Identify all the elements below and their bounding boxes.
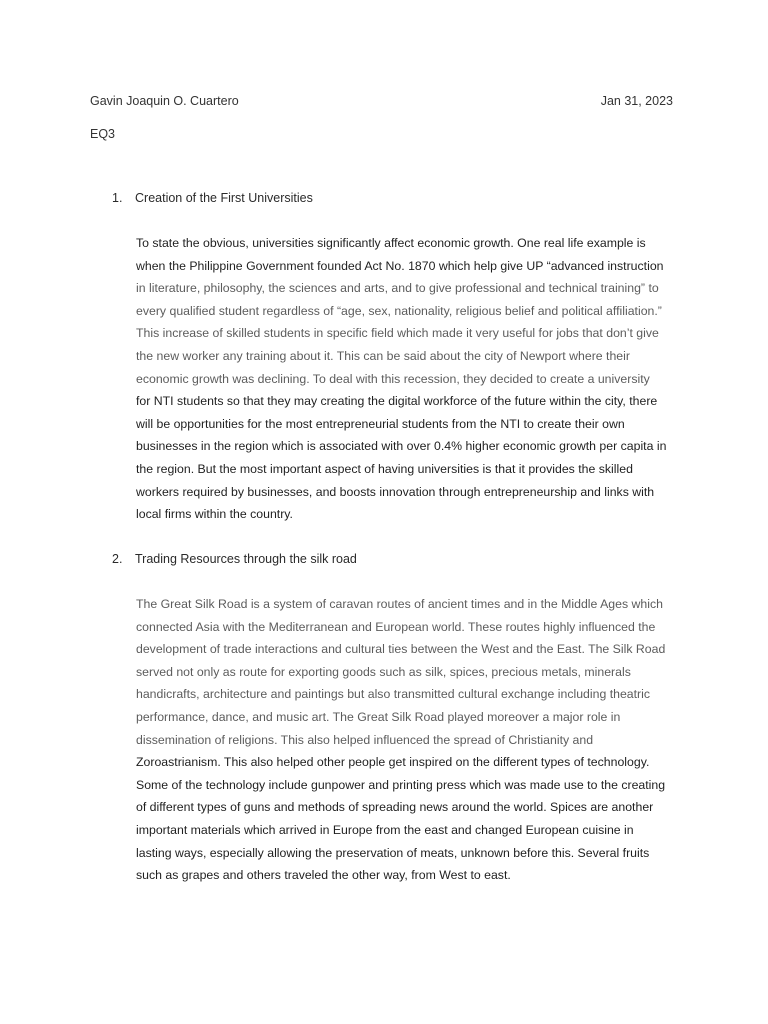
paragraph-line: Some of the technology include gunpower and printing press which was made use to the creating: [136, 777, 666, 792]
document-header: [90, 92, 673, 110]
paragraph-line: for NTI students so that they may creating the digital workforce of the future within the city, there: [136, 394, 658, 409]
paragraph-line: To state the obvious, universities significantly affect economic growth. One real life example is: [136, 236, 646, 250]
paragraph-line: local firms within the country.: [136, 507, 293, 522]
paragraph-line: workers required by businesses, and boosts innovation through entrepreneurship and links with: [136, 484, 655, 499]
section-number: 2.: [112, 552, 123, 566]
section-number: 1.: [112, 191, 123, 205]
paragraph-line: lasting ways, especially allowing the preservation of meats, unknown before this. Several fruits: [136, 845, 650, 860]
section-heading-2: [112, 550, 357, 568]
section-heading-1: [112, 189, 313, 207]
section-title: Trading Resources through the silk road: [135, 552, 357, 566]
paragraph-line: handicrafts, architecture and paintings but also transmitted cultural exchange including theatric: [136, 687, 651, 702]
paragraph-line: Zoroastrianism. This also helped other people get inspired on the different types of technology.: [136, 755, 650, 770]
section-paragraph-2: [136, 593, 681, 887]
paragraph-line: businesses in the region which is associated with over 0.4% higher economic growth per capita in: [136, 439, 667, 454]
paragraph-line: when the Philippine Government founded Act No. 1870 which help give UP “advanced instruction: [136, 258, 664, 273]
paragraph-line: of different types of guns and methods of spreading news around the world. Spices are another: [136, 800, 654, 815]
paragraph-line: dissemination of religions. This also helped influenced the spread of Christianity and: [136, 732, 594, 747]
author-name: Gavin Joaquin O. Cuartero: [90, 94, 239, 108]
paragraph-line: will be opportunities for the most entrepreneurial students from the NTI to create their own: [136, 416, 625, 431]
paragraph-line: the new worker any training about it. This can be said about the city of Newport where their: [136, 348, 630, 363]
assignment-code: EQ3: [90, 127, 116, 141]
paragraph-line: performance, dance, and music art. The Great Silk Road played moreover a major role in: [136, 709, 621, 724]
paragraph-line: the region. But the most important aspect of having universities is that it provides the skilled: [136, 461, 633, 476]
section-title: Creation of the First Universities: [135, 191, 313, 205]
paragraph-line: connected Asia with the Mediterranean and European world. These routes highly influenced the: [136, 619, 656, 634]
paragraph-line: important materials which arrived in Europe from the east and changed European cuisine in: [136, 822, 634, 837]
paragraph-line: The Great Silk Road is a system of caravan routes of ancient times and in the Middle Ages which: [136, 597, 663, 611]
paragraph-line: development of trade interactions and cultural ties between the West and the East. The Silk Road: [136, 642, 666, 657]
document-date: Jan 31, 2023: [600, 94, 673, 108]
paragraph-line: such as grapes and others traveled the other way, from West to east.: [136, 868, 511, 883]
paragraph-line: This increase of skilled students in specific field which made it very useful for jobs that don’t give: [136, 326, 659, 341]
paragraph-line: economic growth was declining. To deal with this recession, they decided to create a university: [136, 371, 650, 386]
paragraph-line: served not only as route for exporting goods such as silk, spices, precious metals, minerals: [136, 664, 631, 679]
paragraph-line: in literature, philosophy, the sciences and arts, and to give professional and technical training” to: [136, 281, 659, 296]
section-paragraph-1: [136, 232, 681, 526]
paragraph-line: every qualified student regardless of “age, sex, nationality, religious belief and political affiliation.”: [136, 303, 662, 318]
